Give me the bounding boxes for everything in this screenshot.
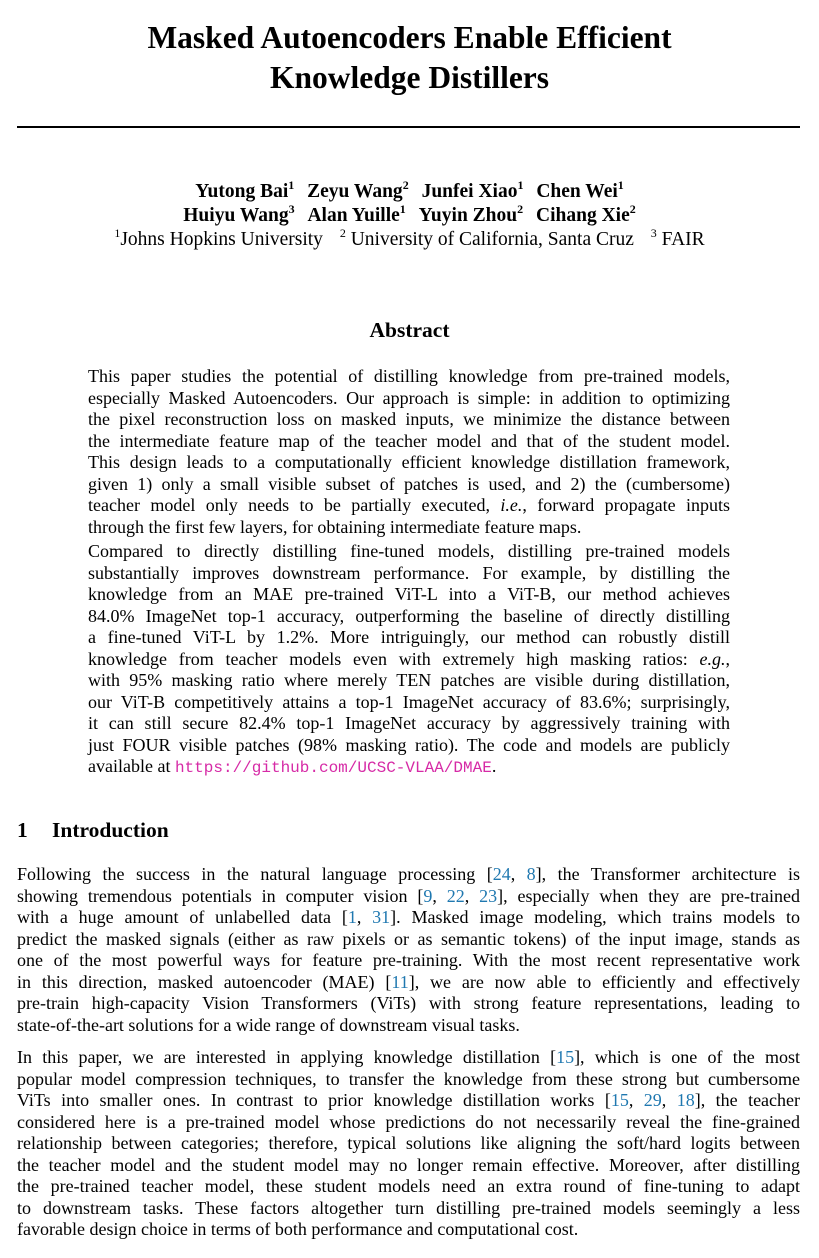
text-segment: This design leads to a computationally efficient knowledge distillation framework, xyxy=(88,452,730,472)
text-line xyxy=(88,756,730,778)
text-segment: especially Masked Autoencoders. Our approach is simple: in addition to optimizing xyxy=(88,387,730,408)
text-segment: ], the Transformer architecture is xyxy=(535,864,800,884)
citation-link[interactable]: 9 xyxy=(423,885,433,906)
text-line xyxy=(17,1047,800,1069)
author: Zeyu Wang$^2$ xyxy=(307,178,409,202)
text-line xyxy=(17,1198,800,1220)
text-line xyxy=(17,1090,800,1112)
text-segment: state-of-the-art solutions for a wide range of downstream visual tasks. xyxy=(17,1014,520,1035)
text-segment: ]. Masked image modeling, which trains models to xyxy=(390,907,800,927)
text-segment: ], the teacher xyxy=(694,1090,801,1110)
text-line xyxy=(88,388,730,410)
text-segment: the pre-trained teacher model, these student models need an extra round of fine-tuning to adapt xyxy=(17,1176,800,1196)
text-line xyxy=(17,950,800,972)
affiliations xyxy=(0,228,819,252)
text-line xyxy=(88,584,730,606)
text-segment: , xyxy=(432,885,447,906)
text-segment: the teacher model and the student model may no longer remain effective. Moreover, after distilling xyxy=(17,1154,800,1175)
title-line-1: Masked Autoencoders Enable Efficient xyxy=(147,20,672,55)
text-segment: , xyxy=(510,864,527,884)
text-line xyxy=(17,993,800,1015)
text-line xyxy=(88,517,730,539)
citation-link[interactable]: 11 xyxy=(391,971,409,992)
citation-link[interactable]: 15 xyxy=(610,1090,629,1110)
text-line xyxy=(17,1112,800,1134)
text-segment: available at xyxy=(88,756,175,776)
text-line xyxy=(88,431,730,453)
text-line xyxy=(17,972,800,994)
affiliation: $^3$ FAIR xyxy=(650,226,705,250)
text-segment: favorable design choice in terms of both performance and computational cost. xyxy=(17,1219,579,1239)
text-segment: Following the success in the natural language processing [ xyxy=(17,864,493,884)
text-segment: teacher model only needs to be partially executed, xyxy=(88,495,501,515)
text-segment: popular model compression techniques, to transfer the knowledge from these strong but cumbersome xyxy=(17,1068,800,1089)
text-line xyxy=(88,649,730,671)
text-segment: the intermediate feature map of the teacher model and that of the student model. xyxy=(88,430,730,451)
text-line xyxy=(17,929,800,951)
text-segment: considered here is a pre-trained model whose predictions do not necessarily reveal the fine-grained xyxy=(17,1111,800,1132)
text-line xyxy=(88,713,730,735)
text-line xyxy=(88,409,730,431)
text-segment: , xyxy=(464,885,480,906)
text-line xyxy=(88,692,730,714)
text-segment: the pixel reconstruction loss on masked inputs, we minimize the distance between xyxy=(88,409,730,429)
text-segment: , xyxy=(628,1090,644,1110)
text-line xyxy=(88,474,730,496)
citation-link[interactable]: 15 xyxy=(556,1047,575,1067)
text-segment: . xyxy=(491,756,497,776)
text-segment: In this paper, we are interested in applying knowledge distillation [ xyxy=(17,1047,557,1067)
citation-link[interactable]: 29 xyxy=(643,1090,662,1110)
text-line xyxy=(17,1176,800,1198)
text-line xyxy=(17,1133,800,1155)
affiliation: $^1$Johns Hopkins University xyxy=(114,226,323,250)
section-title: Introduction xyxy=(52,818,169,842)
affiliation: $^2$ University of California, Santa Cruz xyxy=(339,226,634,250)
author-row-1 xyxy=(0,180,819,204)
text-line xyxy=(88,366,730,388)
intro-paragraph-1 xyxy=(17,864,800,1036)
abstract-heading: Abstract xyxy=(369,318,450,342)
text-line xyxy=(88,627,730,649)
citation-link[interactable]: 8 xyxy=(526,864,536,884)
text-segment: a fine-tuned ViT-L by 1.2%. More intriguingly, our method can robustly distill xyxy=(88,627,730,647)
paper-title xyxy=(0,18,819,98)
text-line xyxy=(88,452,730,474)
section-number: 1 xyxy=(17,818,28,842)
text-line xyxy=(88,735,730,757)
author: Yutong Bai$^1$ xyxy=(195,178,295,202)
text-segment: it can still secure 82.4% top-1 ImageNet accuracy by aggressively training with xyxy=(88,713,730,733)
text-segment: ], especially when they are pre-trained xyxy=(497,885,801,906)
italic-text: e.g. xyxy=(699,648,726,669)
text-segment: knowledge from teacher models even with extremely high masking ratios: xyxy=(88,648,700,669)
text-segment: given 1) only a small visible subset of patches is used, and 2) the (cumbersome) xyxy=(88,473,730,494)
text-segment: our ViT-B competitively attains a top-1 ImageNet accuracy of 83.6%; surprisingly, xyxy=(88,691,730,712)
intro-paragraph-2 xyxy=(17,1047,800,1241)
italic-text: i.e. xyxy=(500,495,523,515)
text-segment: ], which is one of the most xyxy=(574,1047,800,1067)
text-line xyxy=(17,1069,800,1091)
text-segment: in this direction, masked autoencoder (MAE) [ xyxy=(17,971,392,992)
citation-link[interactable]: 23 xyxy=(479,885,498,906)
text-segment: relationship between categories; therefore, typical solutions like aligning the soft/hard logits between xyxy=(17,1133,800,1153)
text-segment: showing tremendous potentials in computer vision [ xyxy=(17,885,424,906)
text-line xyxy=(17,907,800,929)
text-segment: This paper studies the potential of distilling knowledge from pre-trained models, xyxy=(88,366,730,386)
text-line xyxy=(17,1015,800,1037)
text-line xyxy=(17,864,800,886)
text-segment: through the first few layers, for obtaining intermediate feature maps. xyxy=(88,516,582,537)
text-line xyxy=(88,541,730,563)
title-line-2: Knowledge Distillers xyxy=(269,60,550,95)
abstract-paragraph-1 xyxy=(88,366,730,538)
text-line xyxy=(88,563,730,585)
author: Chen Wei$^1$ xyxy=(536,178,624,202)
author: Huiyu Wang$^3$ xyxy=(183,202,295,226)
citation-link[interactable]: 1 xyxy=(347,907,357,927)
author-row-2 xyxy=(0,204,819,228)
text-line xyxy=(88,670,730,692)
author: Yuyin Zhou$^2$ xyxy=(418,202,524,226)
text-segment: one of the most powerful ways for feature pre-training. With the most recent representative work xyxy=(17,950,800,970)
text-segment: to downstream tasks. These factors altogether turn distilling pre-trained models seemingly a less xyxy=(17,1197,800,1218)
section-heading xyxy=(17,816,169,844)
citation-link[interactable]: 31 xyxy=(372,907,391,927)
text-segment: , xyxy=(725,648,730,669)
text-segment: pre-train high-capacity Vision Transformers (ViTs) with strong feature representations, leading to xyxy=(17,993,800,1013)
abstract-paragraph-2 xyxy=(88,541,730,778)
text-segment: , xyxy=(661,1090,677,1110)
author: Cihang Xie$^2$ xyxy=(536,202,636,226)
text-segment: , forward propagate inputs xyxy=(522,495,730,515)
text-segment: , xyxy=(356,907,373,927)
text-segment: with a huge amount of unlabelled data [ xyxy=(17,907,348,927)
author: Alan Yuille$^1$ xyxy=(307,202,406,226)
title-rule xyxy=(17,126,800,128)
text-segment: with 95% masking ratio where merely TEN patches are visible during distillation, xyxy=(88,670,730,690)
text-segment: just FOUR visible patches (98% masking ratio). The code and models are publicly xyxy=(88,734,730,755)
text-segment: ViTs into smaller ones. In contrast to prior knowledge distillation works [ xyxy=(17,1090,611,1110)
text-line xyxy=(88,495,730,517)
text-line xyxy=(88,606,730,628)
text-line xyxy=(17,886,800,908)
citation-link[interactable]: 18 xyxy=(676,1090,695,1110)
text-segment: Compared to directly distilling fine-tuned models, distilling pre-trained models xyxy=(88,541,730,561)
text-segment: predict the masked signals (either as raw pixels or as semantic tokens) of the input image, stands as xyxy=(17,928,800,949)
text-segment: ], we are now able to efficiently and effectively xyxy=(408,971,800,992)
citation-link[interactable]: 24 xyxy=(492,864,511,884)
text-segment: 84.0% ImageNet top-1 accuracy, outperforming the baseline of directly distilling xyxy=(88,605,730,626)
text-segment: knowledge from an MAE pre-trained ViT-L into a ViT-B, our method achieves xyxy=(88,584,730,604)
code-url-link[interactable]: https://github.com/UCSC-VLAA/DMAE xyxy=(174,759,492,777)
text-line xyxy=(17,1219,800,1241)
citation-link[interactable]: 22 xyxy=(446,885,465,906)
text-line xyxy=(17,1155,800,1177)
author: Junfei Xiao$^1$ xyxy=(421,178,524,202)
text-segment: substantially improves downstream performance. For example, by distilling the xyxy=(88,562,730,583)
